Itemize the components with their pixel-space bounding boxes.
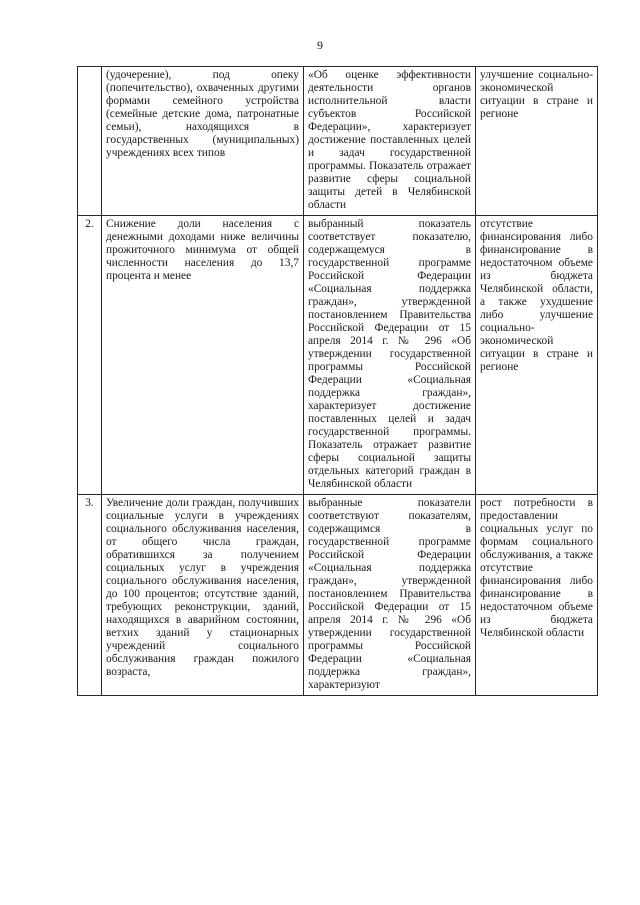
indicator-risks: отсутствие финансирования либо финансирование в недостаточном объеме из бюджета Челябинской области, а также ухудшение либо улучшение социально-экономической ситуации в стране и регионе xyxy=(476,216,598,495)
indicator-justification: выбранный показатель соответствует показателю, содержащемуся в государственной программе Российской Федерации «Социальная поддержка граждан», утвержденной постановлением Правительства Российской Федерации от 15 апреля 2014 г. № 296 «Об утверждении государственной программы Российской Федерации «Социальная поддержка граждан», характеризует достижение поставленных целей и задач государственной программы. Показатель отражает развитие сферы социальной защиты отдельных категорий граждан в Челябинской области xyxy=(304,216,476,495)
table-row xyxy=(78,216,598,495)
table-row xyxy=(78,67,598,216)
indicator-name: Снижение доли населения с денежными доходами ниже величины прожиточного минимума от общей численности населения до 13,7 процента и менее xyxy=(102,216,304,495)
indicators-table xyxy=(77,66,598,696)
indicator-name: (удочерение), под опеку (попечительство), охваченных другими формами семейного устройства (семейные детские дома, патронатные семьи), находящихся в государственных (муниципальных) учреждениях всех типов xyxy=(102,67,304,216)
row-number: 2. xyxy=(78,216,102,495)
page-number: 9 xyxy=(317,38,323,52)
table-row xyxy=(78,495,598,696)
row-number xyxy=(78,67,102,216)
indicator-risks: рост потребности в предоставлении социальных услуг по формам социального обслуживания, а также отсутствие финансирования либо финансирование в недостаточном объеме из бюджета Челябинской области xyxy=(476,495,598,696)
row-number: 3. xyxy=(78,495,102,696)
indicator-name: Увеличение доли граждан, получивших социальные услуги в учреждениях социального обслуживания населения, от общего числа граждан, обратившихся за получением социальных услуг в учреждения социального обслуживания населения, до 100 процентов; отсутствие зданий, требующих реконструкции, зданий, находящихся в аварийном состоянии, ветхих зданий у стационарных учреждений социального обслуживания граждан пожилого возраста, xyxy=(102,495,304,696)
indicator-justification: выбранные показатели соответствуют показателям, содержащимся в государственной программе Российской Федерации «Социальная поддержка граждан», утвержденной постановлением Правительства Российской Федерации от 15 апреля 2014 г. № 296 «Об утверждении государственной программы Российской Федерации «Социальная поддержка граждан», характеризуют xyxy=(304,495,476,696)
indicator-risks: улучшение социально-экономической ситуации в стране и регионе xyxy=(476,67,598,216)
indicator-justification: «Об оценке эффективности деятельности органов исполнительной власти субъектов Российской Федерации», характеризует достижение поставленных целей и задач государственной программы. Показатель отражает развитие сферы социальной защиты детей в Челябинской области xyxy=(304,67,476,216)
